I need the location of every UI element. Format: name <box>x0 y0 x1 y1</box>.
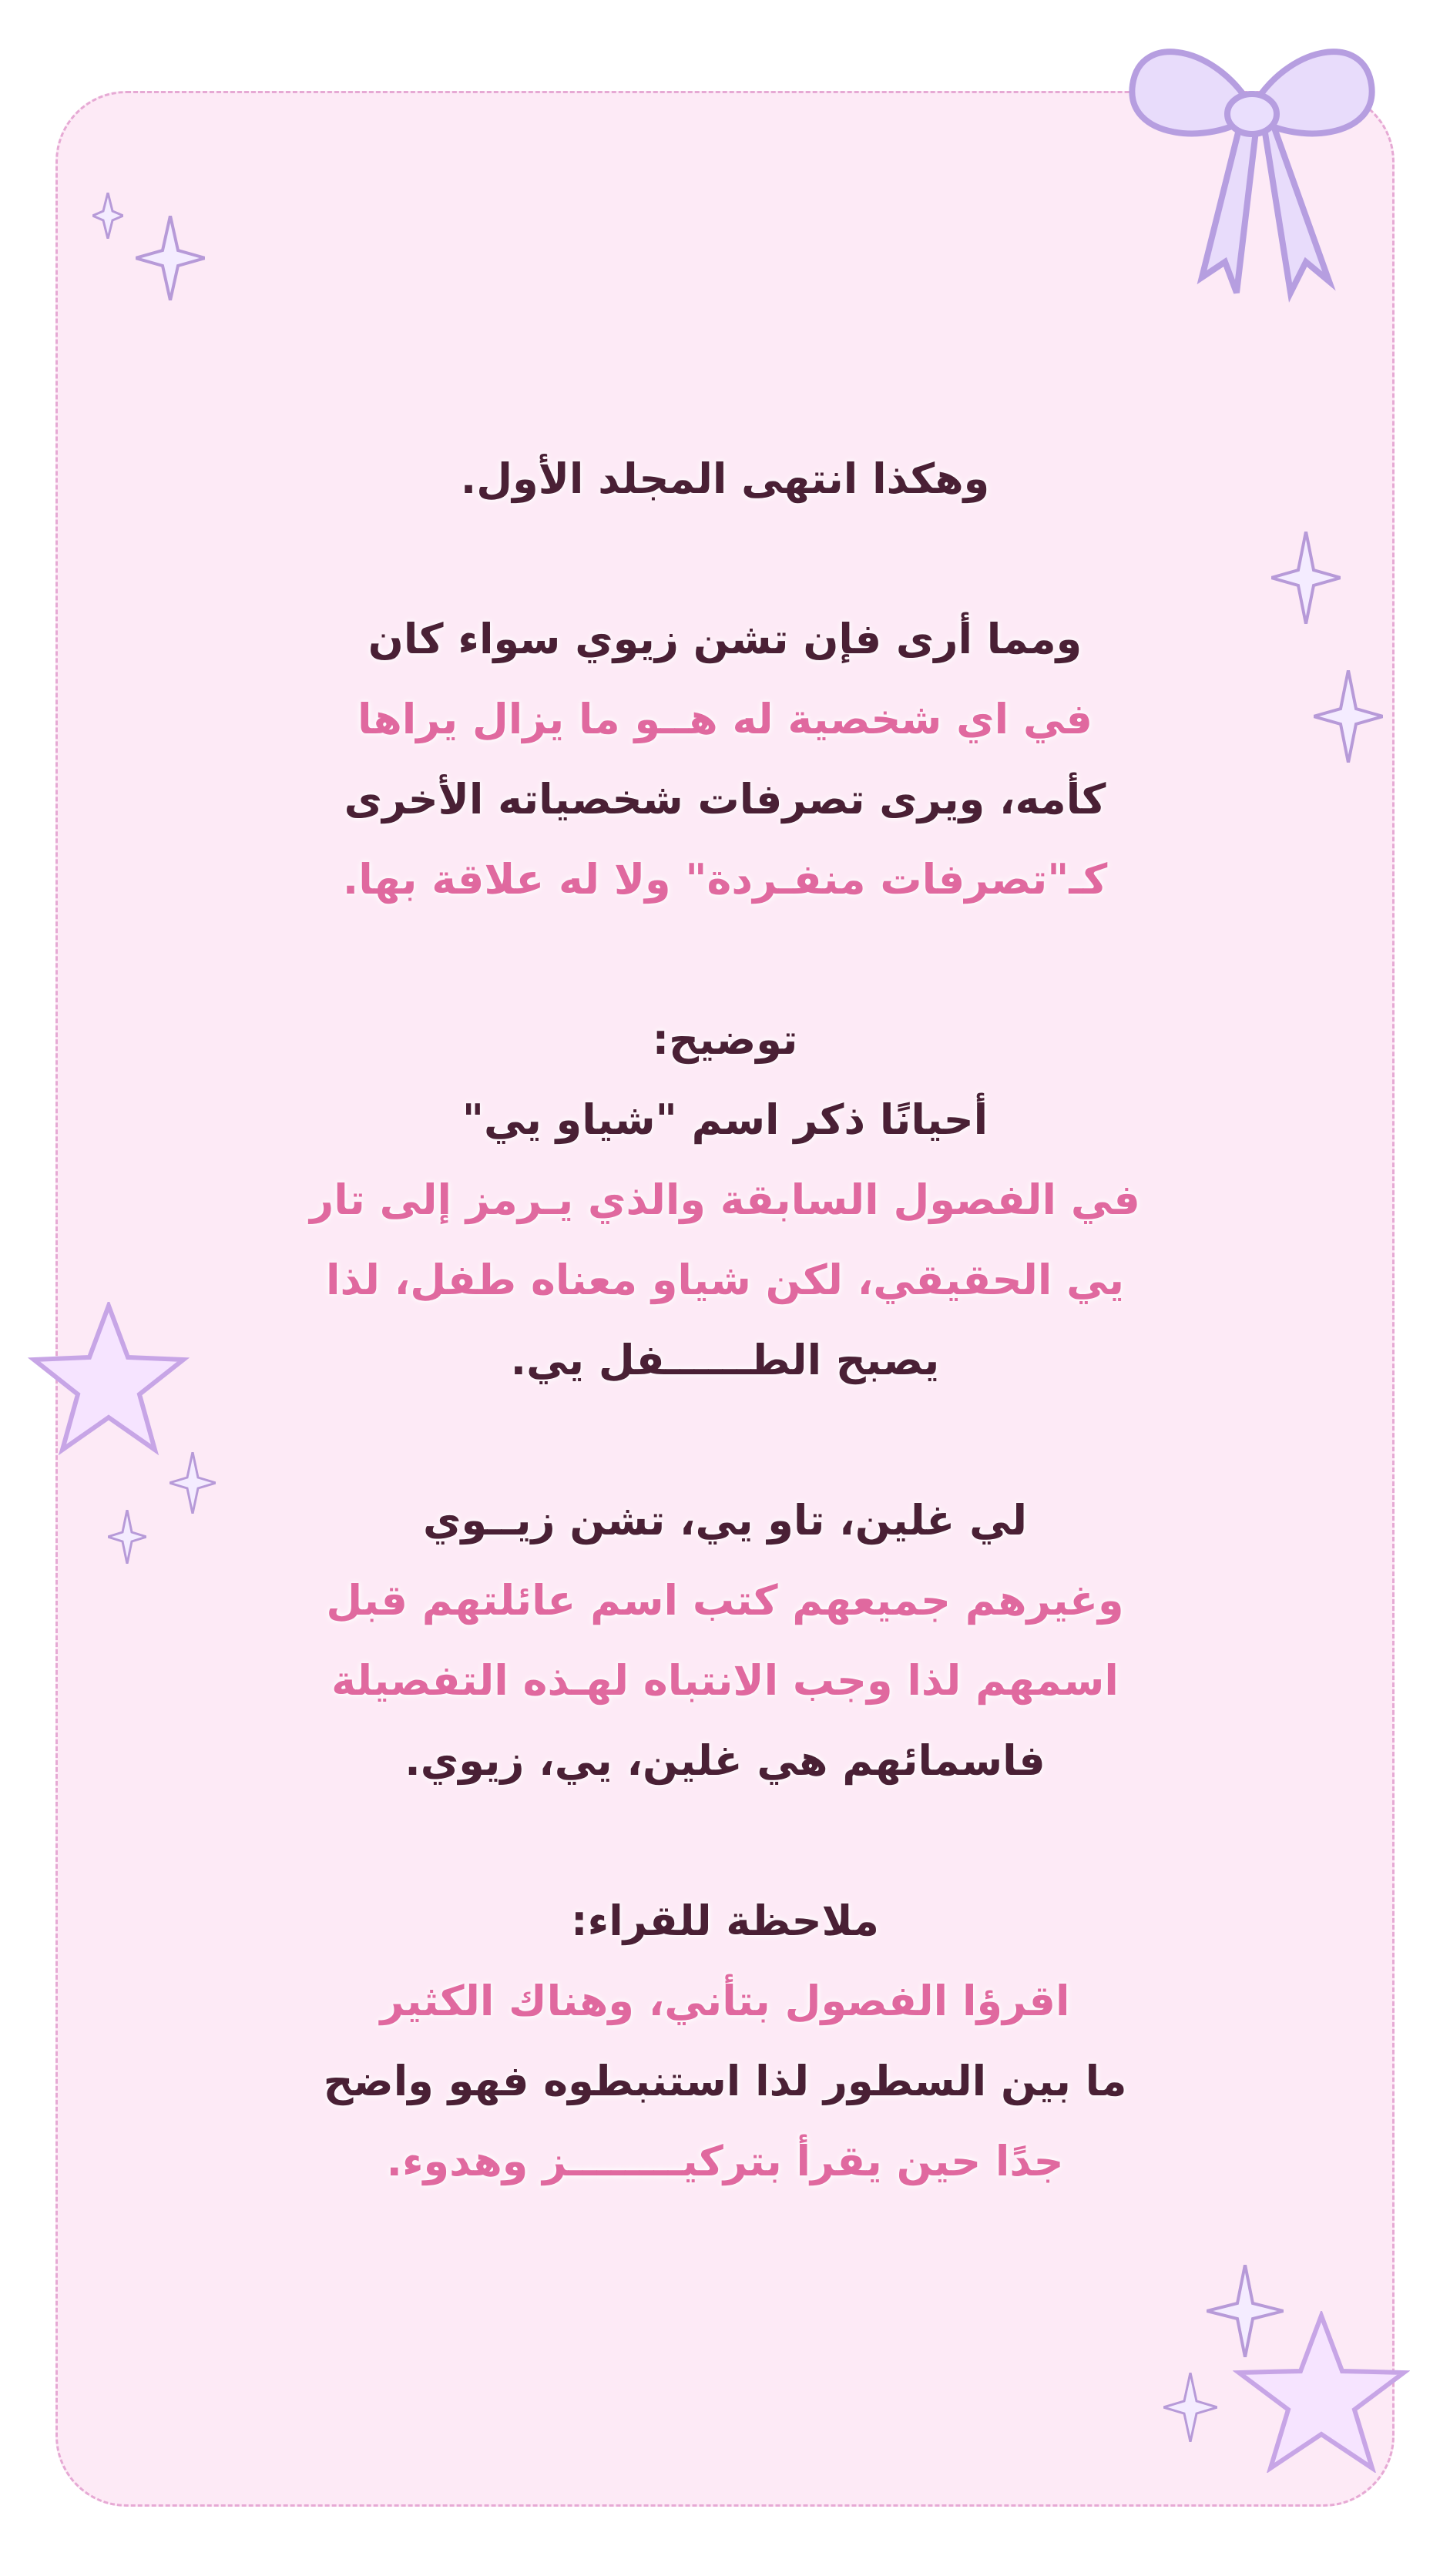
paragraph-line: جدًا حين يقرأ بتركيــــــــز وهدوء. <box>386 2137 1064 2185</box>
paragraph-line: ومما أرى فإن تشن زيوي سواء كان <box>368 615 1082 663</box>
paragraph-line: أحيانًا ذكر اسم "شياو يي" <box>462 1095 988 1144</box>
closing-line: وهكذا انتهى المجلد الأول. <box>460 454 990 503</box>
star-icon <box>28 1302 190 1456</box>
paragraph-line: لي غلين، تاو يي، تشن زيــوي <box>423 1496 1027 1545</box>
sparkle-icon <box>136 216 205 300</box>
sparkle-icon <box>92 193 123 239</box>
section-heading: توضيح: <box>652 1015 798 1064</box>
bow-icon <box>1109 15 1395 324</box>
paragraph-line: كـ"تصرفات منفـردة" ولا له علاقة بها. <box>342 855 1108 904</box>
star-icon <box>1233 2311 1410 2473</box>
paragraph-line: اقرؤا الفصول بتأني، وهناك الكثير <box>380 1977 1070 2025</box>
paragraph-line: في اي شخصية له هــو ما يزال يراها <box>357 695 1093 743</box>
sparkle-icon <box>1163 2373 1217 2442</box>
sparkle-icon <box>1271 532 1341 624</box>
sparkle-icon <box>108 1510 146 1564</box>
paragraph-line: وغيرهم جميعهم كتب اسم عائلتهم قبل <box>326 1576 1124 1625</box>
section-heading: ملاحظة للقراء: <box>571 1897 879 1945</box>
paragraph-line: يصبح الطــــــفل يي. <box>510 1336 940 1384</box>
sparkle-icon <box>1314 670 1383 763</box>
paragraph-line: اسمهم لذا وجب الانتباه لهـذه التفصيلة <box>331 1656 1119 1705</box>
paragraph-line: يي الحقيقي، لكن شياو معناه طفل، لذا <box>325 1256 1125 1304</box>
paragraph-line: ما بين السطور لذا استنبطوه فهو واضح <box>323 2057 1127 2105</box>
paragraph-line: كأمه، ويرى تصرفات شخصياته الأخرى <box>344 775 1106 823</box>
note-text <box>185 439 1265 2202</box>
paragraph-line: في الفصول السابقة والذي يـرمز إلى تار <box>310 1176 1140 1224</box>
paragraph-line: فاسمائهم هي غلين، يي، زيوي. <box>404 1736 1046 1785</box>
